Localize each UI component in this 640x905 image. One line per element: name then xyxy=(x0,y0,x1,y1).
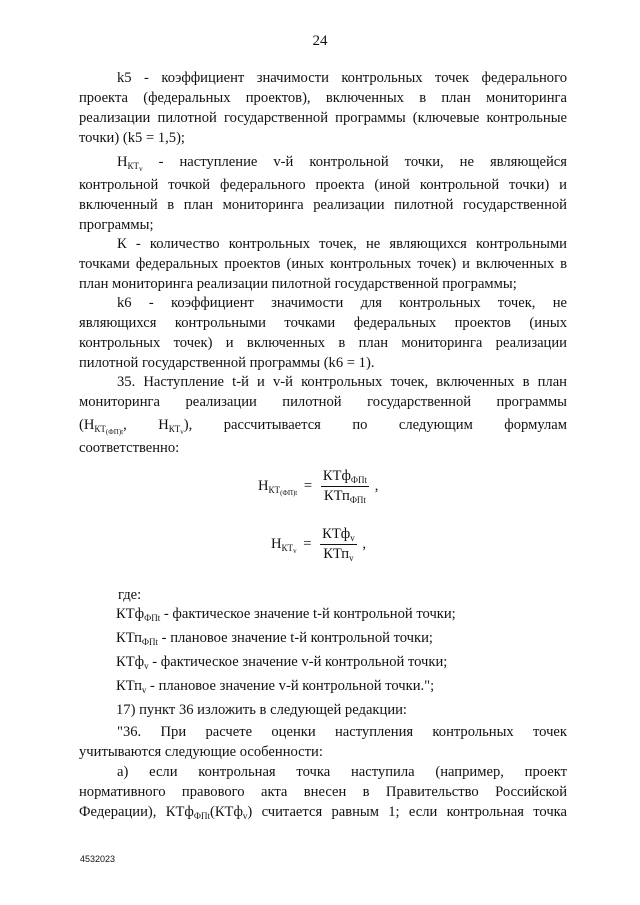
hkt-line1-rest: - наступление v-й контрольной точки, не являющейся xyxy=(142,154,567,170)
paragraph-k6 xyxy=(79,293,567,373)
paragraph-17: 17) пункт 36 изложить в следующей редакции: xyxy=(116,702,407,718)
paragraph-k5 xyxy=(79,68,567,148)
definition-item xyxy=(116,678,434,695)
subscript: v xyxy=(242,811,248,821)
equals-sign: = xyxy=(303,477,313,494)
text-line: 35. Наступление t-й и v-й контрольных точек, включенных в план xyxy=(117,374,567,390)
text-line: являющихся контрольными точками федеральных проектов (иных xyxy=(79,315,567,331)
text-line: включенный в план мониторинга реализации пилотной государственной xyxy=(79,197,567,213)
text-line: а) если контрольная точка наступила (например, проект xyxy=(117,764,567,780)
sub-text: КТ xyxy=(281,542,294,553)
text-line: k6 - коэффициент значимости для контрольных точек, не xyxy=(117,295,567,311)
def-symbol: КТф xyxy=(116,654,145,670)
text-line: контрольных точек) и включенных в план мониторинга реализации xyxy=(79,335,567,351)
sub-text: КТ xyxy=(168,424,181,434)
text-line: учитываются следующие особенности: xyxy=(79,744,323,760)
text-line: пилотной государственной программы (k6 = 1). xyxy=(79,355,375,371)
def-subscript: ФПt xyxy=(144,613,161,623)
document-code: 4532023 xyxy=(80,854,116,864)
text-line: соответственно: xyxy=(79,440,180,456)
text-line: нормативного правового акта внесен в Правительство Российской xyxy=(79,784,567,800)
formula-lhs: Н xyxy=(271,535,282,552)
subscript xyxy=(169,424,184,434)
equals-sign: = xyxy=(303,535,312,552)
den-sub: v xyxy=(349,553,354,563)
subsub-text: v xyxy=(180,428,184,436)
def-text: - фактическое значение v-й контрольной точки; xyxy=(148,654,448,670)
text-line xyxy=(79,802,567,822)
text-fragment: (Н xyxy=(79,417,95,433)
num-sub: v xyxy=(350,533,355,543)
text-line: план мониторинга реализации пилотной государственной программы; xyxy=(79,276,517,292)
num-text: КТф xyxy=(322,468,351,484)
text-line: точками федеральных проектов (иных контрольных точек) и включенных в xyxy=(79,256,567,272)
text-line: программы; xyxy=(79,217,154,233)
hkt-subscript xyxy=(128,161,143,171)
text-line: К - количество контрольных точек, не являющихся контрольными xyxy=(117,236,567,252)
subsub-text: (ФП)t xyxy=(280,488,298,497)
def-text: - плановое значение t-й контрольной точки; xyxy=(158,630,433,646)
formula-lhs: Н xyxy=(258,477,269,494)
subscript xyxy=(94,424,123,434)
def-text: - фактическое значение t-й контрольной точки; xyxy=(160,606,456,622)
def-symbol: КТф xyxy=(116,606,145,622)
fraction xyxy=(321,468,369,505)
text-fragment: , Н xyxy=(123,417,169,433)
text-line: контрольной точкой федерального проекта (иной контрольной точки) и xyxy=(79,177,567,193)
paragraph-a xyxy=(79,762,567,822)
numerator xyxy=(321,468,369,487)
text-line: проекта (федеральных проектов), включенных в план мониторинга xyxy=(79,90,567,106)
subsub-text: (ФП)t xyxy=(105,428,124,436)
hkt-sub-text: КТ xyxy=(127,161,140,171)
paragraph-hkt xyxy=(79,149,567,235)
text-fragment: ), рассчитывается по следующим формулам xyxy=(183,417,567,433)
formula-comma: , xyxy=(362,535,367,552)
text-line: точки) (k5 = 1,5); xyxy=(79,130,185,146)
denominator xyxy=(321,487,369,505)
def-symbol: КТп xyxy=(116,630,142,646)
text-line xyxy=(79,412,567,438)
paragraph-35 xyxy=(79,372,567,458)
def-subscript: v xyxy=(141,685,147,695)
den-text: КТп xyxy=(323,488,350,504)
text-line: реализации пилотной государственной программы (ключевые контрольные xyxy=(79,110,567,126)
paragraph-k-count xyxy=(79,234,567,294)
definition-item xyxy=(116,630,433,647)
den-text: КТп xyxy=(323,546,350,562)
fraction xyxy=(320,526,357,563)
formula-h-kt-fp xyxy=(258,468,378,505)
text-line: "36. При расчете оценки наступления контрольных точек xyxy=(117,724,567,740)
definition-item xyxy=(116,606,456,623)
where-label: где: xyxy=(118,587,142,603)
definition-item xyxy=(116,654,447,671)
num-sub: ФПt xyxy=(350,475,368,485)
text-fragment: ) считается равным 1; если контрольная точка xyxy=(247,804,567,820)
numerator xyxy=(320,526,357,545)
def-text: - плановое значение v-й контрольной точки."; xyxy=(146,678,435,694)
sub-text: КТ xyxy=(268,484,281,495)
sub-text: КТ xyxy=(94,424,106,434)
formula-lhs-sub xyxy=(269,485,298,495)
def-symbol: КТп xyxy=(116,678,142,694)
subsub-text: v xyxy=(293,546,297,555)
text-fragment: Федерации), КТф xyxy=(79,804,194,820)
text-fragment: (КТф xyxy=(209,804,243,820)
formula-comma: , xyxy=(374,477,379,494)
num-text: КТф xyxy=(322,526,351,542)
paragraph-36 xyxy=(79,722,567,762)
den-sub: ФПt xyxy=(349,495,366,505)
text-line: мониторинга реализации пилотной государственной программы xyxy=(79,394,567,410)
page-number: 24 xyxy=(312,33,328,49)
formula-h-kt-v xyxy=(271,526,366,563)
def-subscript: ФПt xyxy=(141,637,159,647)
formula-lhs-sub xyxy=(282,543,297,553)
hkt-symbol: Н xyxy=(117,154,128,170)
subscript: ФПt xyxy=(193,811,210,821)
text-line: k5 - коэффициент значимости контрольных точек федерального xyxy=(117,70,567,86)
text-line xyxy=(79,149,567,175)
denominator xyxy=(320,545,357,563)
def-subscript: v xyxy=(144,661,149,671)
hkt-subsubscript: v xyxy=(139,165,143,173)
